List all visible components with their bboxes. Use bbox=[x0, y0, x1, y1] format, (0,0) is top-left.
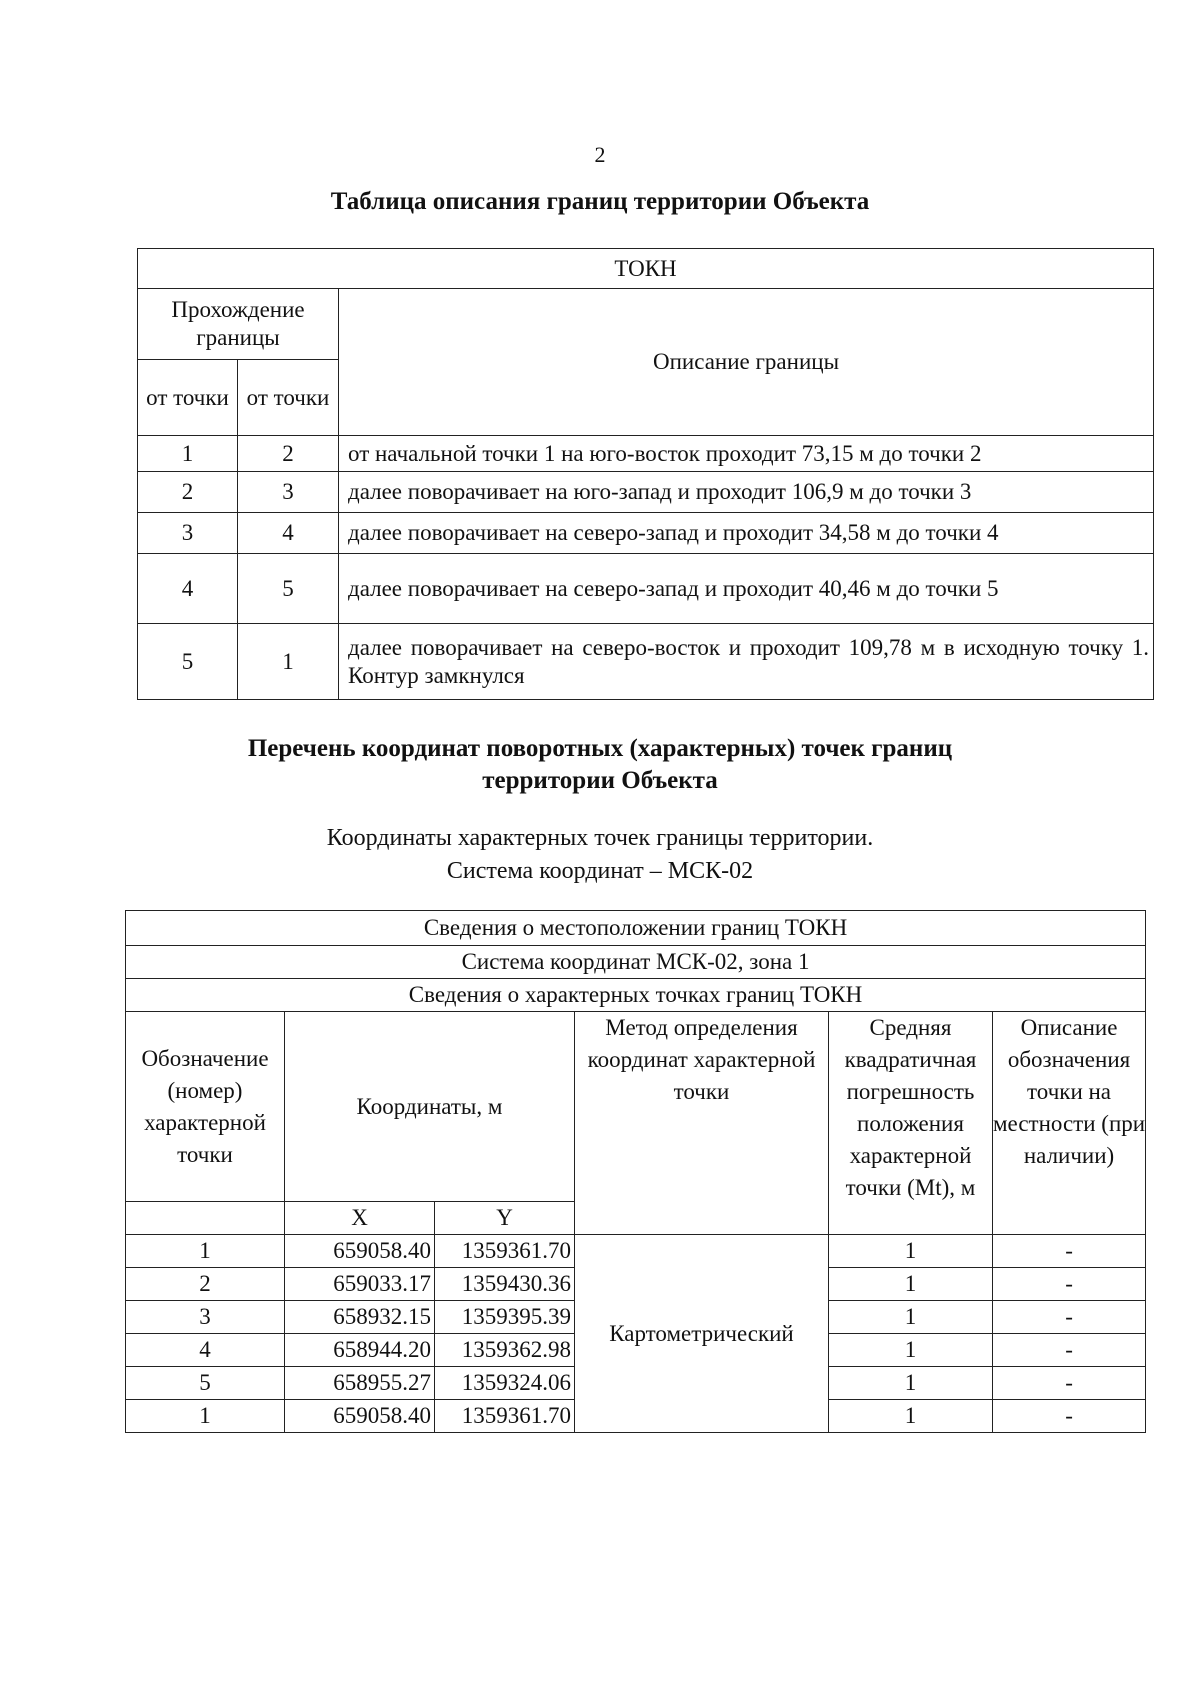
y-header: Y bbox=[435, 1202, 575, 1235]
point-number: 2 bbox=[126, 1268, 285, 1301]
point-description-value: - bbox=[993, 1367, 1146, 1400]
point-description-value: - bbox=[993, 1235, 1146, 1268]
boundary-segment-description: далее поворачивает на северо-запад и проходит 34,58 м до точки 4 bbox=[339, 513, 1154, 554]
point-number: 1 bbox=[126, 1400, 285, 1433]
from-point-header: от точки bbox=[138, 360, 238, 436]
point-description-header: Описание обозначения точки на местности (при наличии) bbox=[993, 1012, 1146, 1235]
points-info-header: Сведения о характерных точках границ ТОКН bbox=[126, 979, 1146, 1012]
y-coordinate: 1359430.36 bbox=[435, 1268, 575, 1301]
table-caption: ТОКН bbox=[138, 249, 1154, 289]
boundary-segment-description: далее поворачивает на юго-запад и проходит 106,9 м до точки 3 bbox=[339, 472, 1154, 513]
point-description-value: - bbox=[993, 1334, 1146, 1367]
to-point: 1 bbox=[238, 624, 339, 700]
x-coordinate: 658955.27 bbox=[285, 1367, 435, 1400]
y-coordinate: 1359361.70 bbox=[435, 1400, 575, 1433]
point-number-subheader-empty bbox=[126, 1202, 285, 1235]
accuracy-value: 1 bbox=[829, 1367, 993, 1400]
point-number-header: Обозначение (номер) характерной точки bbox=[126, 1012, 285, 1202]
point-number: 1 bbox=[126, 1235, 285, 1268]
accuracy-value: 1 bbox=[829, 1334, 993, 1367]
from-point: 5 bbox=[138, 624, 238, 700]
description-header: Описание границы bbox=[339, 289, 1154, 436]
y-coordinate: 1359361.70 bbox=[435, 1235, 575, 1268]
x-coordinate: 658932.15 bbox=[285, 1301, 435, 1334]
to-point: 4 bbox=[238, 513, 339, 554]
x-coordinate: 658944.20 bbox=[285, 1334, 435, 1367]
passage-header: Прохождение границы bbox=[138, 289, 339, 360]
to-point: 3 bbox=[238, 472, 339, 513]
coordinates-table bbox=[125, 910, 1146, 1433]
y-coordinate: 1359362.98 bbox=[435, 1334, 575, 1367]
y-coordinate: 1359324.06 bbox=[435, 1367, 575, 1400]
to-point: 5 bbox=[238, 554, 339, 624]
coordinates-list-title-line1: Перечень координат поворотных (характерных) точек границ bbox=[247, 735, 953, 762]
coordinates-subtitle-line2: Система координат – МСК-02 bbox=[446, 858, 754, 884]
point-description-value: - bbox=[993, 1301, 1146, 1334]
location-info-header: Сведения о местоположении границ ТОКН bbox=[126, 911, 1146, 946]
boundary-segment-description: далее поворачивает на северо-восток и проходит 109,78 м в исходную точку 1. Контур замкнулся bbox=[339, 624, 1154, 700]
coordinates-subtitle bbox=[0, 822, 1200, 888]
boundary-segment-description: от начальной точки 1 на юго-восток проходит 73,15 м до точки 2 bbox=[339, 436, 1154, 472]
accuracy-value: 1 bbox=[829, 1400, 993, 1433]
x-coordinate: 659058.40 bbox=[285, 1400, 435, 1433]
coordinates-list-title-line2: территории Объекта bbox=[482, 767, 718, 794]
from-point: 1 bbox=[138, 436, 238, 472]
boundary-segment-description: далее поворачивает на северо-запад и проходит 40,46 м до точки 5 bbox=[339, 554, 1154, 624]
y-coordinate: 1359395.39 bbox=[435, 1301, 575, 1334]
point-number: 4 bbox=[126, 1334, 285, 1367]
x-coordinate: 659058.40 bbox=[285, 1235, 435, 1268]
method-value: Картометрический bbox=[575, 1235, 829, 1433]
to-point-header: от точки bbox=[238, 360, 339, 436]
from-point: 2 bbox=[138, 472, 238, 513]
accuracy-header: Средняя квадратичная погрешность положения характерной точки (Mt), м bbox=[829, 1012, 993, 1235]
page-number: 2 bbox=[594, 142, 606, 167]
accuracy-value: 1 bbox=[829, 1301, 993, 1334]
x-header: X bbox=[285, 1202, 435, 1235]
x-coordinate: 659033.17 bbox=[285, 1268, 435, 1301]
accuracy-value: 1 bbox=[829, 1268, 993, 1301]
point-description-value: - bbox=[993, 1268, 1146, 1301]
coordinates-subtitle-line1: Координаты характерных точек границы территории. bbox=[326, 825, 874, 851]
from-point: 3 bbox=[138, 513, 238, 554]
to-point: 2 bbox=[238, 436, 339, 472]
point-number: 3 bbox=[126, 1301, 285, 1334]
from-point: 4 bbox=[138, 554, 238, 624]
point-description-value: - bbox=[993, 1400, 1146, 1433]
method-header: Метод определения координат характерной точки bbox=[575, 1012, 829, 1235]
coordinate-system-header: Система координат МСК-02, зона 1 bbox=[126, 946, 1146, 979]
accuracy-value: 1 bbox=[829, 1235, 993, 1268]
coordinates-header: Координаты, м bbox=[285, 1012, 575, 1202]
point-number: 5 bbox=[126, 1367, 285, 1400]
boundary-description-table bbox=[137, 248, 1154, 700]
coordinates-list-title bbox=[0, 733, 1200, 797]
boundary-description-title: Таблица описания границ территории Объекта bbox=[330, 188, 870, 215]
